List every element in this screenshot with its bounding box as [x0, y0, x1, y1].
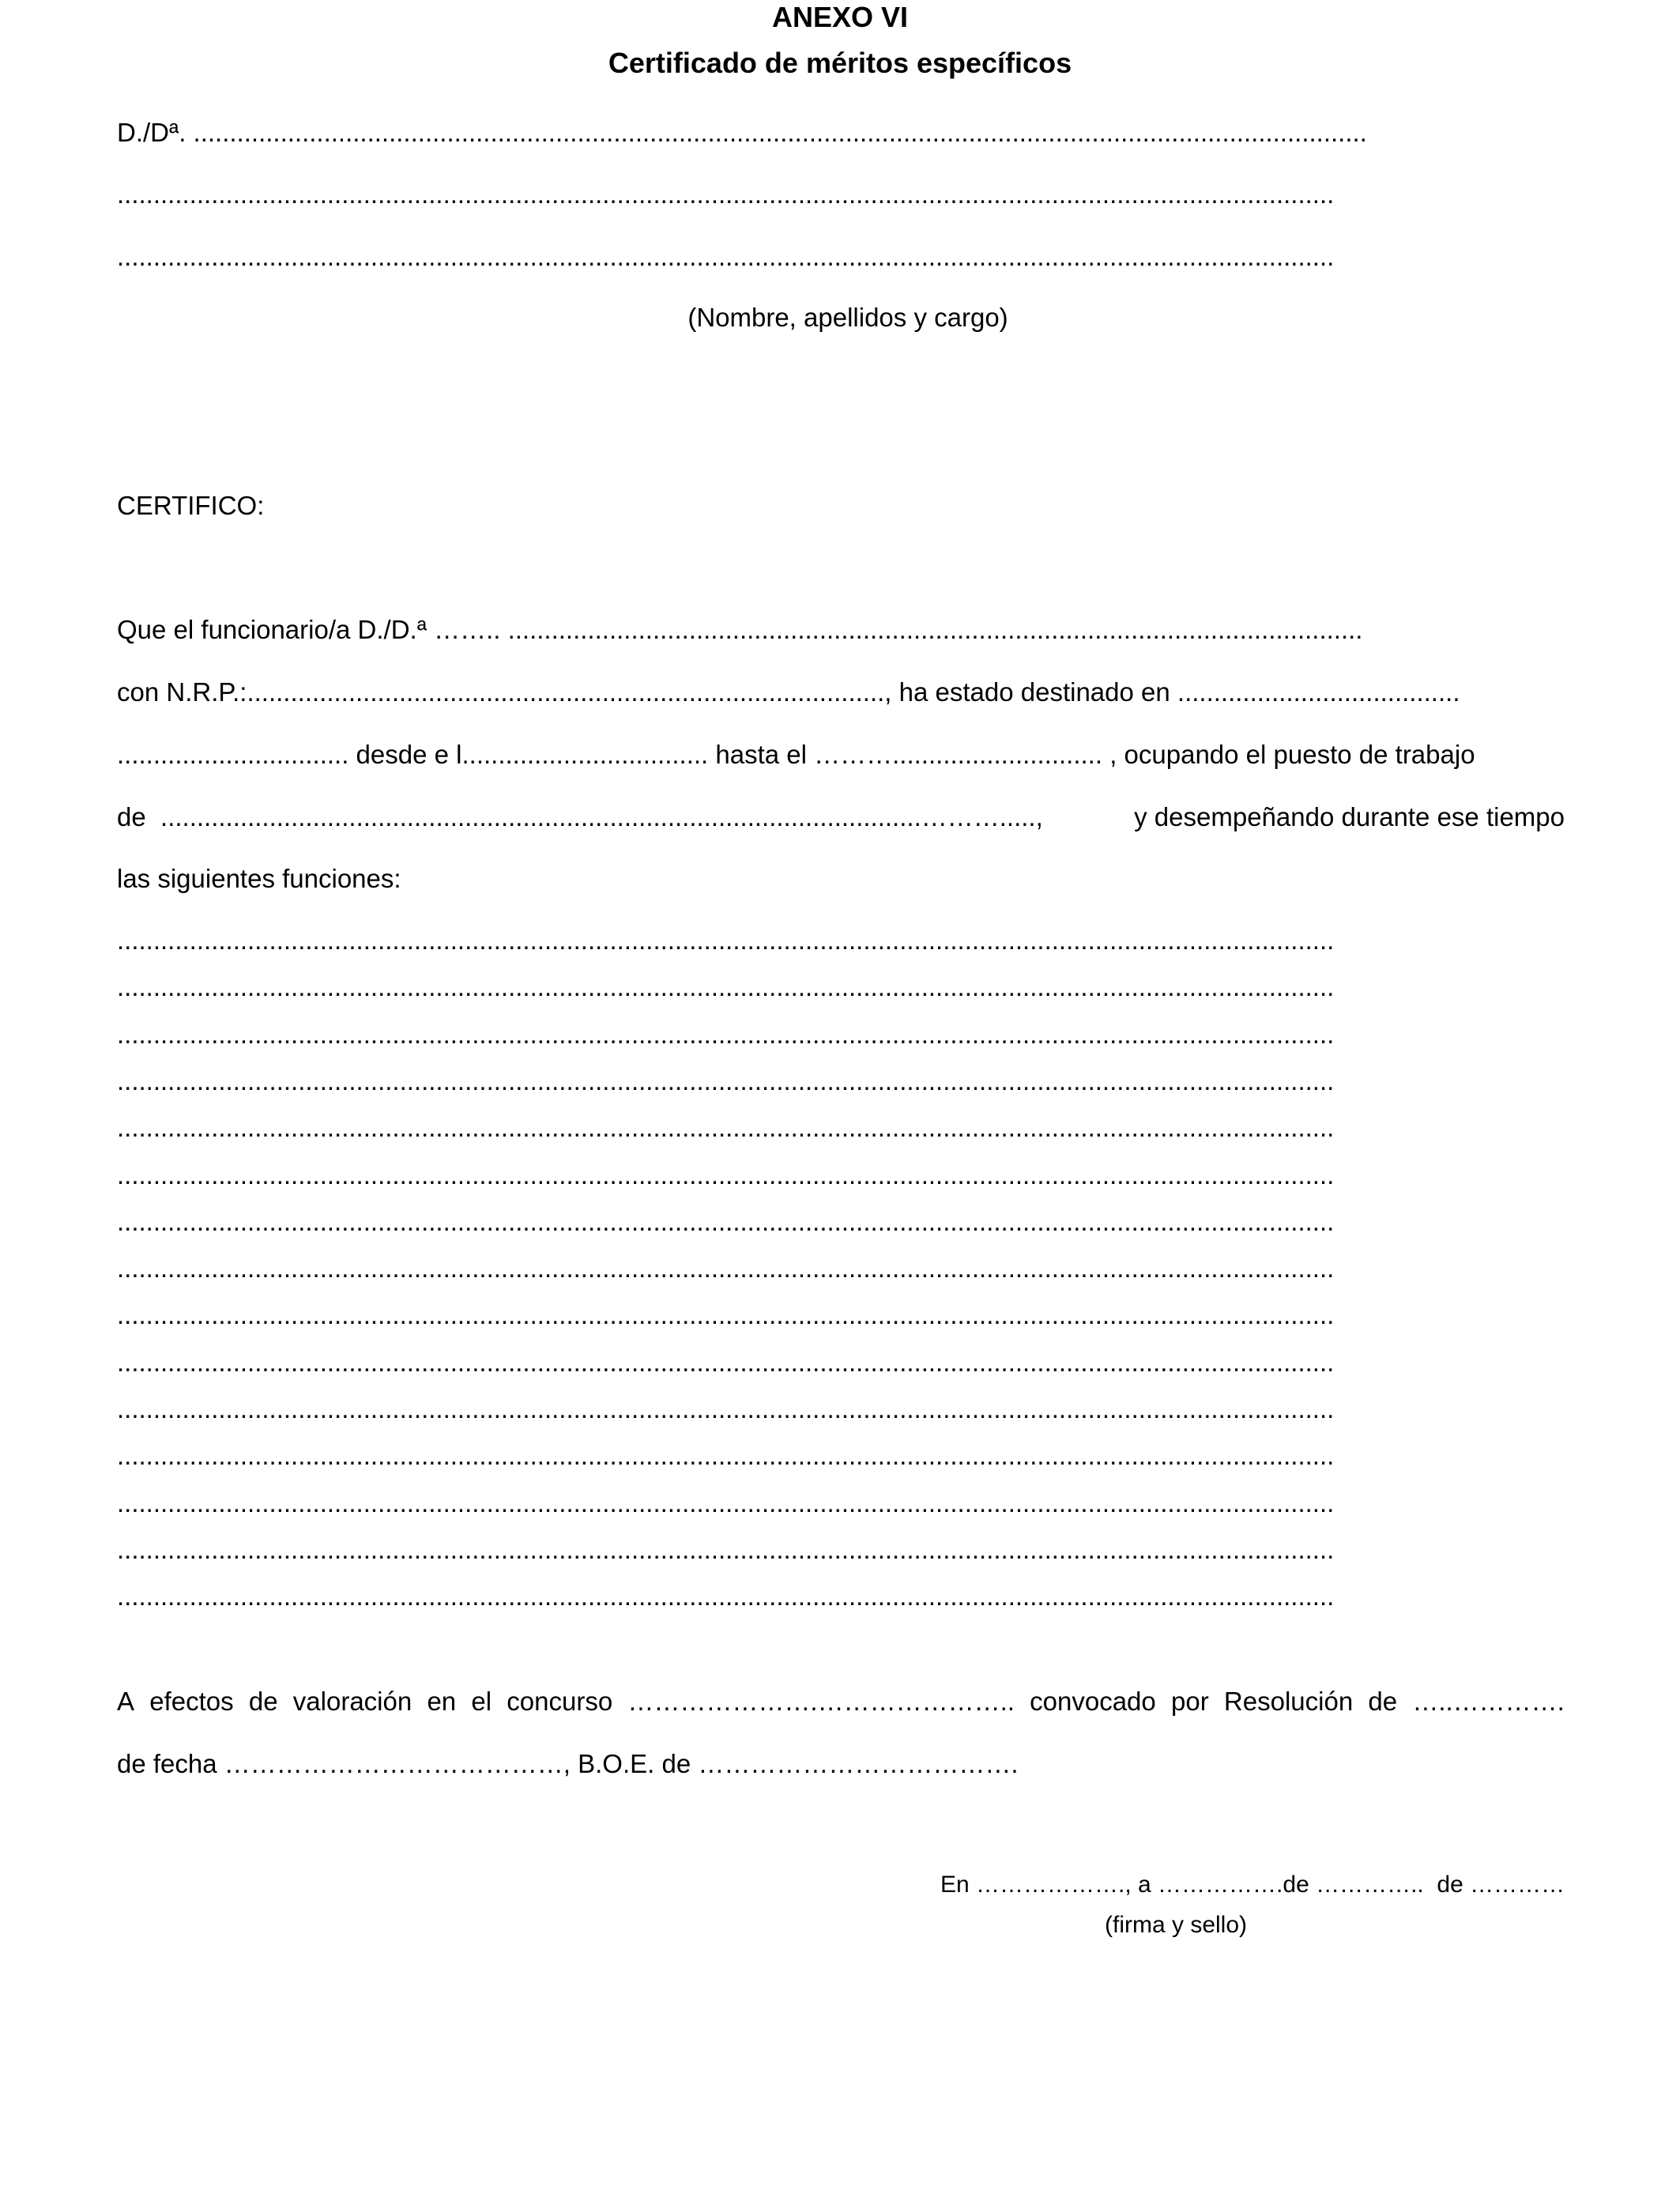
certifier-caption: (Nombre, apellidos y cargo)	[687, 303, 1008, 332]
contest-word: efectos	[149, 1687, 234, 1716]
function-line: ........................................................................................................................................................................	[117, 1535, 1335, 1564]
position-dots: de .........................................................................................................……….....,	[117, 802, 1043, 831]
function-line: ........................................................................................................................................................................	[117, 1253, 1335, 1283]
function-line: ........................................................................................................................................................................	[117, 1441, 1335, 1470]
contest-word: el	[471, 1687, 492, 1716]
function-line: ........................................................................................................................................................................	[117, 1581, 1335, 1611]
function-line: ........................................................................................................................................................................	[117, 1020, 1335, 1049]
function-line: ........................................................................................................................................................................	[117, 1394, 1335, 1423]
contest-dots: ………………….…………………..	[627, 1687, 1015, 1716]
document-title: Certificado de méritos específicos	[608, 47, 1072, 79]
contest-word: concurso	[507, 1687, 613, 1716]
position-functions-text: y desempeñando durante ese tiempo	[1134, 802, 1565, 831]
nrp-destination-line: con N.R.P.:........................................................................................, ha estado destinado en .......................................	[117, 677, 1460, 707]
certifico-heading: CERTIFICO:	[117, 491, 265, 520]
certifier-name-line: D./Dª. ..................................................................................................................................................................	[117, 118, 1367, 147]
place-date-line: En ………………., a …………….de ………….. de …………	[940, 1872, 1565, 1898]
period-position-line: ................................ desde e l.................................. hasta el ………............................. , ocupando el puesto de trabajo	[117, 740, 1475, 769]
contest-word: por	[1170, 1687, 1209, 1716]
contest-word: valoración	[292, 1687, 412, 1716]
contest-word: de	[248, 1687, 278, 1716]
contest-word: A	[117, 1687, 135, 1716]
function-line: ........................................................................................................................................................................	[117, 1113, 1335, 1142]
contest-dots: …..………….	[1412, 1687, 1565, 1716]
certifier-line-3: ........................................................................................................................................................................	[117, 242, 1335, 271]
position-functions-line	[117, 801, 1565, 833]
function-line: ........................................................................................................................................................................	[117, 1488, 1335, 1517]
function-line: ........................................................................................................................................................................	[117, 925, 1335, 955]
contest-word: en	[427, 1687, 457, 1716]
signature-caption: (firma y sello)	[1105, 1912, 1248, 1938]
function-line: ........................................................................................................................................................................	[117, 1066, 1335, 1095]
contest-date-line: de fecha …………………………………, B.O.E. de ……………………………….	[117, 1749, 1019, 1778]
contest-word: convocado	[1030, 1687, 1156, 1716]
certifier-line-2: ........................................................................................................................................................................	[117, 179, 1335, 209]
contest-word: de	[1368, 1687, 1398, 1716]
function-line: ........................................................................................................................................................................	[117, 1160, 1335, 1189]
contest-line	[117, 1686, 1565, 1717]
function-line: ........................................................................................................................................................................	[117, 1207, 1335, 1236]
annex-number: ANEXO VI	[771, 1, 909, 33]
function-line: ........................................................................................................................................................................	[117, 1348, 1335, 1377]
function-line: ........................................................................................................................................................................	[117, 1300, 1335, 1329]
function-line: ........................................................................................................................................................................	[117, 972, 1335, 1001]
contest-word: Resolución	[1223, 1687, 1354, 1716]
official-name-line: Que el funcionario/a D./D.ª …….. ......................................................................................................................	[117, 615, 1363, 644]
functions-intro: las siguientes funciones:	[117, 864, 401, 893]
